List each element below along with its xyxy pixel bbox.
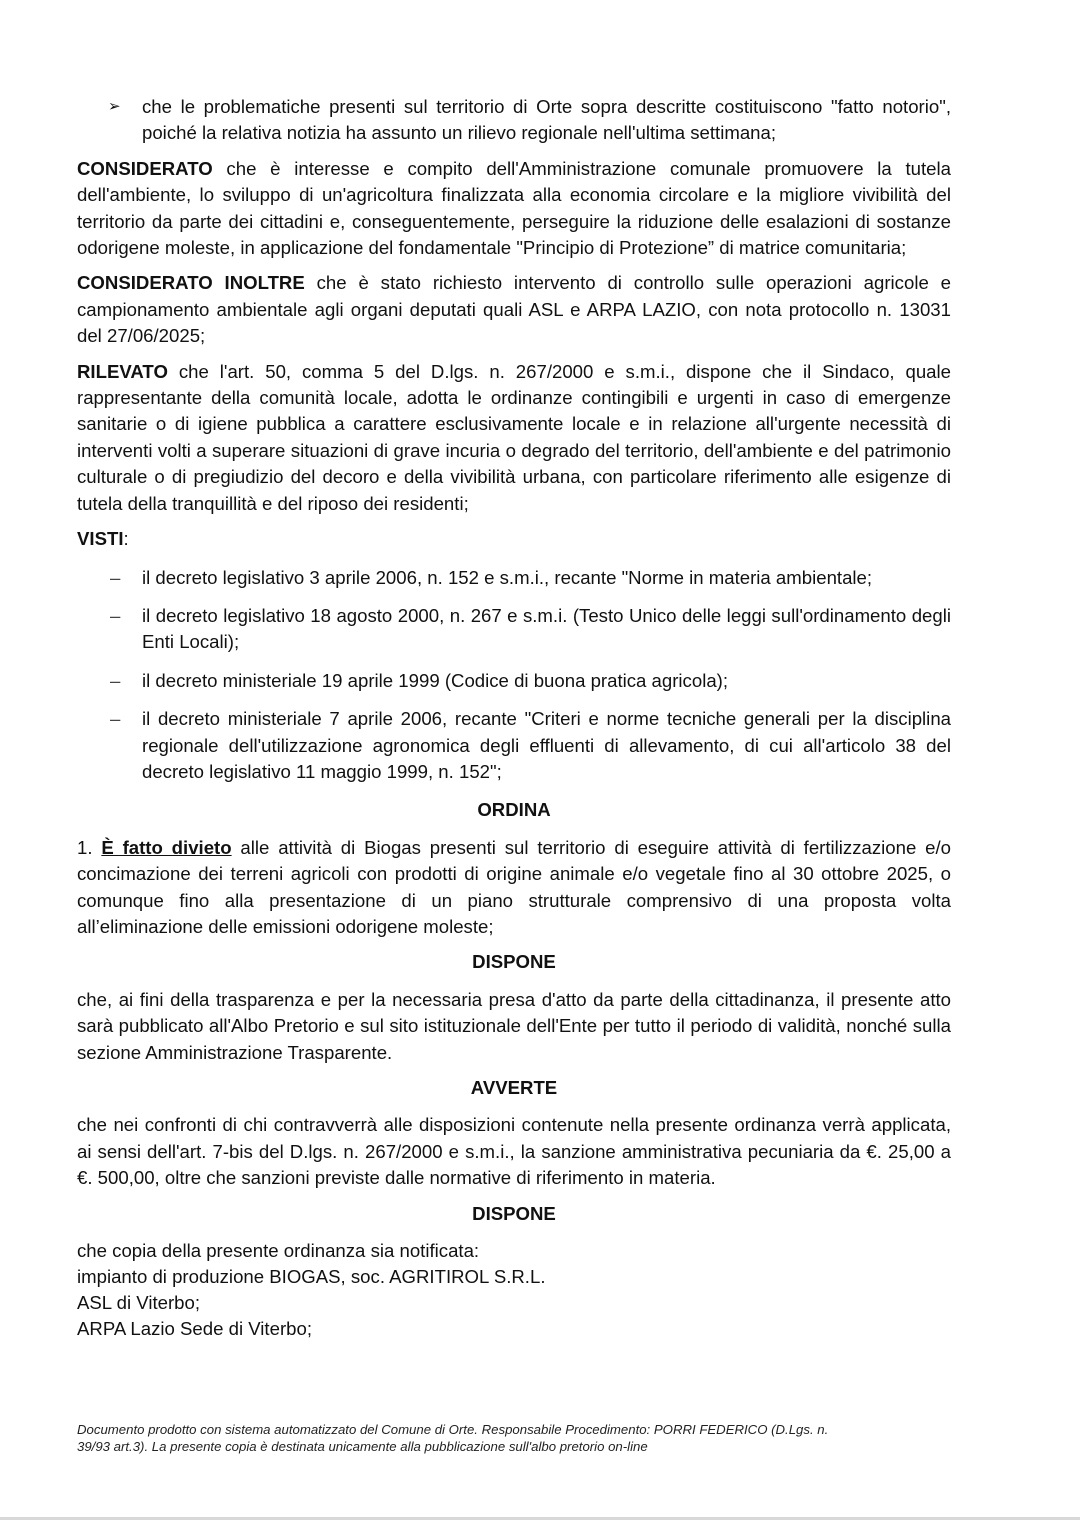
rilevato-text: che l'art. 50, comma 5 del D.lgs. n. 267/2000 e s.m.i., dispone che il Sindaco, quale rappresentante della comunità locale, adotta le ordinanze contingibili e urgenti in caso di emergenze sanitarie o di igiene pubblica a carattere esclusivamente locale e in relazione all'urgente necessità di interventi volti a superare situazioni di grave incuria o degrado del territorio, dell'ambiente e del patrimonio culturale o di pregiudizio del decoro e della vivibilità urbana, con particolare riferimento alle esigenze di tutela della tranquillità e del riposo dei residenti;: [77, 360, 951, 514]
page-bottom-divider: [0, 1517, 1080, 1520]
bullet-intro-text: che le problematiche presenti sul territorio di Orte sopra descritte costituiscono "fatto notorio", poiché la relativa notizia ha assunto un rilievo regionale nell'ultima settimana;: [142, 96, 951, 144]
recipient-item: ASL di Viterbo;: [77, 1292, 201, 1314]
recipients-block: [77, 1238, 951, 1342]
dispone-heading: DISPONE: [472, 951, 556, 973]
dash-bullet-icon: –: [110, 604, 121, 626]
visti-list: [77, 565, 951, 786]
ordina-text: alle attività di Biogas presenti sul territorio di eseguire attività di fertilizzazione e/o concimazione dei terreni agricoli con prodotti di origine animale e/o vegetale fino al 30 ottobre 2025, o comunque fino alla presentazione di un piano strutturale comprensivo di una proposta volta all’eliminazione delle emissioni odorigene moleste;: [77, 836, 951, 937]
footer-line-1: Documento prodotto con sistema automatizzato del Comune di Orte. Responsabile Procedimento: PORRI FEDERICO (D.Lgs. n.: [77, 1422, 829, 1437]
dash-bullet-icon: –: [110, 566, 121, 588]
visti-item-text: il decreto ministeriale 7 aprile 2006, recante "Criteri e norme tecniche generali per la disciplina regionale dell'utilizzazione agronomica degli effluenti di allevamento, di cui all'articolo 38 del decreto legislativo 11 maggio 1999, n. 152";: [142, 708, 951, 782]
dash-bullet-icon: –: [110, 669, 121, 691]
recipient-item: ARPA Lazio Sede di Viterbo;: [77, 1318, 312, 1340]
considerato-inoltre-paragraph: [77, 270, 951, 349]
visti-heading: [77, 526, 951, 552]
visti-item-text: il decreto legislativo 3 aprile 2006, n. 152 e s.m.i., recante "Norme in materia ambientale;: [142, 566, 873, 588]
ordina-paragraph: [77, 835, 951, 941]
avverte-heading: AVVERTE: [470, 1077, 558, 1098]
visti-item-text: il decreto legislativo 18 agosto 2000, n. 267 e s.m.i. (Testo Unico delle leggi sull'ordinamento degli Enti Locali);: [142, 604, 951, 653]
bullet-intro: [77, 94, 951, 147]
visti-item: [77, 706, 951, 785]
ordina-emphasis: È fatto divieto: [101, 836, 232, 858]
arrow-bullet-icon: ➢: [108, 98, 121, 115]
considerato-label: CONSIDERATO: [77, 157, 213, 179]
dash-bullet-icon: –: [110, 708, 121, 730]
considerato-paragraph: [77, 156, 951, 262]
dispone-notifica-heading: DISPONE: [472, 1202, 556, 1224]
recipient-item: impianto di produzione BIOGAS, soc. AGRITIROL S.R.L.: [77, 1266, 546, 1288]
ordina-number: 1.: [77, 836, 102, 858]
dispone-paragraph: che, ai fini della trasparenza e per la necessaria presa d'atto da parte della cittadinanza, il presente atto sarà pubblicato all'Albo Pretorio e sul sito istituzionale dell'Ente per tutto il periodo di validità, nonché sulla sezione Amministrazione Trasparente.: [77, 988, 951, 1063]
visti-item: [77, 668, 951, 694]
visti-item-text: il decreto ministeriale 19 aprile 1999 (Codice di buona pratica agricola);: [142, 669, 729, 691]
visti-item: [77, 603, 951, 656]
considerato-text: che è interesse e compito dell'Amministrazione comunale promuovere la tutela dell'ambiente, lo sviluppo di un'agricoltura finalizzata alla economia circolare e la migliore vivibilità del territorio da parte dei cittadini e, conseguentemente, perseguire la riduzione delle esalazioni di sostanze odorigene moleste, in applicazione del fondamentale "Principio di Protezione” di matrice comunitaria;: [77, 157, 951, 259]
visti-label: VISTI: [77, 528, 124, 550]
rilevato-paragraph: [77, 359, 951, 517]
document-page: [77, 94, 951, 1342]
rilevato-label: RILEVATO: [77, 360, 168, 382]
footer-line-2: 39/93 art.3). La presente copia è destinata unicamente alla pubblicazione sull'albo pretorio on-line: [77, 1439, 648, 1454]
document-footer: [77, 1421, 937, 1455]
visti-colon: :: [123, 528, 129, 550]
avverte-paragraph: che nei confronti di chi contravverrà alle disposizioni contenute nella presente ordinanza verrà applicata, ai sensi dell'art. 7-bis del D.lgs. n. 267/2000 e s.m.i., la sanzione amministrativa pecuniaria da €. 25,00 a €. 500,00, oltre che sanzioni previste dalle normative di riferimento in materia.: [77, 1114, 951, 1189]
ordina-heading: ORDINA: [477, 799, 551, 821]
recipients-intro: che copia della presente ordinanza sia notificata:: [77, 1240, 480, 1262]
considerato-inoltre-text: che è stato richiesto intervento di controllo sulle operazioni agricole e campionamento ambientale agli organi deputati quali ASL e ARPA LAZIO, con nota protocollo n. 13031 del 27/06/2025;: [77, 272, 951, 347]
visti-item: [77, 565, 951, 591]
considerato-inoltre-label: CONSIDERATO INOLTRE: [77, 272, 305, 294]
